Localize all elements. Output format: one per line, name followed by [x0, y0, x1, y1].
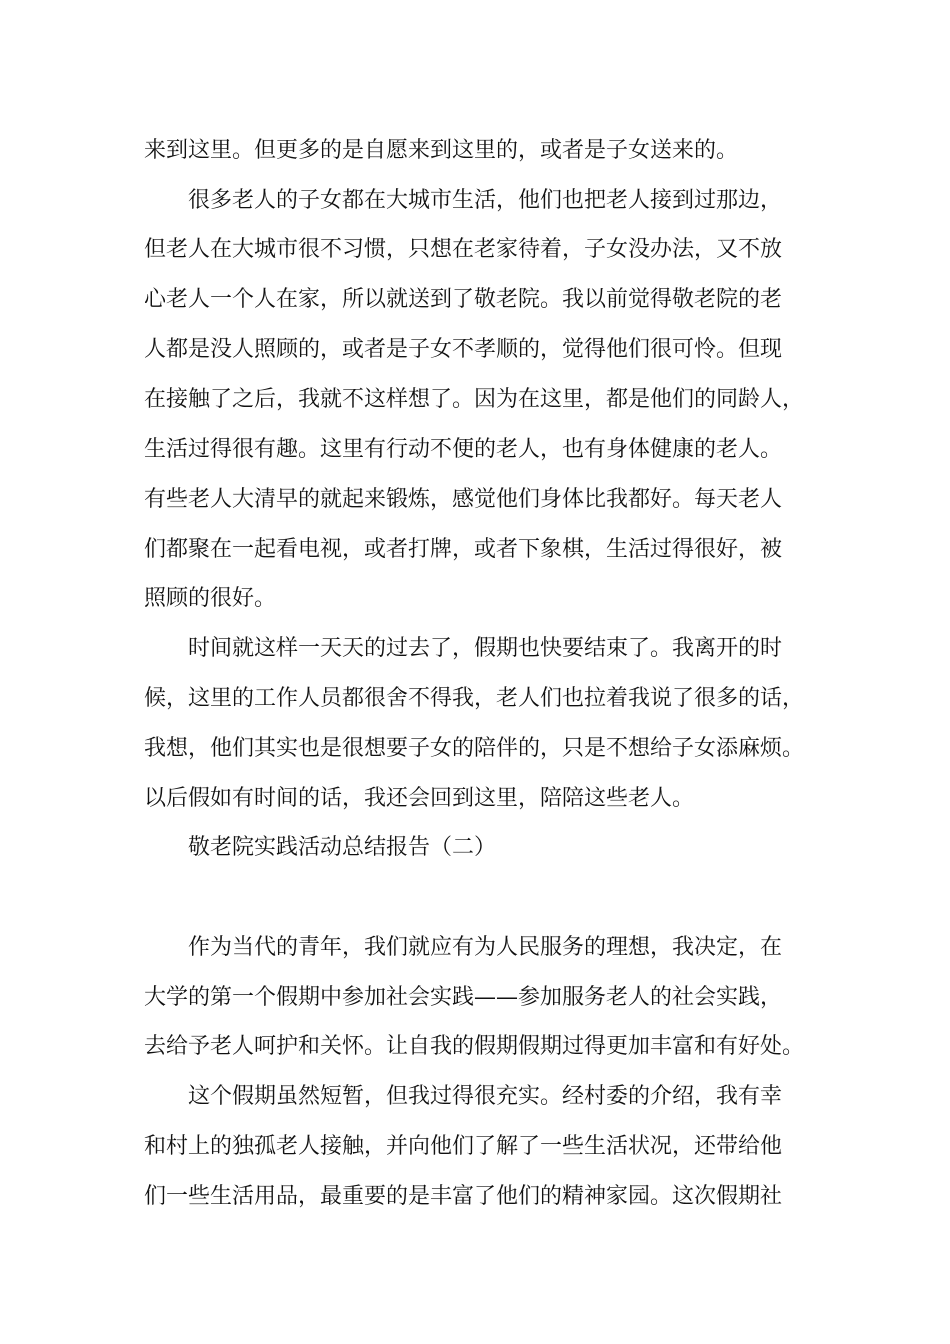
- paragraph-line: 时间就这样一天天的过去了，假期也快要结束了。我离开的时: [188, 636, 783, 661]
- paragraph-line: 生活过得很有趣。这里有行动不便的老人，也有身体健康的老人。: [144, 437, 783, 462]
- paragraph-line: 这个假期虽然短暂，但我过得很充实。经村委的介绍，我有幸: [188, 1084, 783, 1109]
- paragraph-line: 心老人一个人在家，所以就送到了敬老院。我以前觉得敬老院的老: [144, 287, 783, 312]
- paragraph-line: 们都聚在一起看电视，或者打牌，或者下象棋，生活过得很好，被: [144, 537, 783, 562]
- paragraph-line: 来到这里。但更多的是自愿来到这里的，或者是子女送来的。: [144, 138, 739, 163]
- paragraph-line: 有些老人大清早的就起来锻炼，感觉他们身体比我都好。每天老人: [144, 487, 783, 512]
- paragraph-line: 候，这里的工作人员都很舍不得我，老人们也拉着我说了很多的话，: [144, 686, 805, 711]
- paragraph-line: 和村上的独孤老人接触，并向他们了解了一些生活状况，还带给他: [144, 1134, 783, 1159]
- paragraph-line: 我想，他们其实也是很想要子女的陪伴的，只是不想给子女添麻烦。: [144, 736, 805, 761]
- paragraph-line: 人都是没人照顾的，或者是子女不孝顺的，觉得他们很可怜。但现: [144, 337, 783, 362]
- paragraph-line: 但老人在大城市很不习惯，只想在老家待着，子女没办法，又不放: [144, 237, 783, 262]
- paragraph-line: 们一些生活用品，最重要的是丰富了他们的精神家园。这次假期社: [144, 1184, 783, 1209]
- section-heading: 敬老院实践活动总结报告（二）: [188, 835, 497, 860]
- paragraph-line: 以后假如有时间的话，我还会回到这里，陪陪这些老人。: [144, 786, 695, 811]
- paragraph-line: 在接触了之后，我就不这样想了。因为在这里，都是他们的同龄人，: [144, 387, 805, 412]
- paragraph-line: 去给予老人呵护和关怀。让自我的假期假期过得更加丰富和有好处。: [144, 1034, 805, 1059]
- paragraph-line: 很多老人的子女都在大城市生活，他们也把老人接到过那边，: [188, 188, 783, 213]
- paragraph-line: 照顾的很好。: [144, 586, 277, 611]
- paragraph-line: 作为当代的青年，我们就应有为人民服务的理想，我决定，在: [188, 935, 783, 960]
- paragraph-line: 大学的第一个假期中参加社会实践——参加服务老人的社会实践，: [144, 985, 783, 1010]
